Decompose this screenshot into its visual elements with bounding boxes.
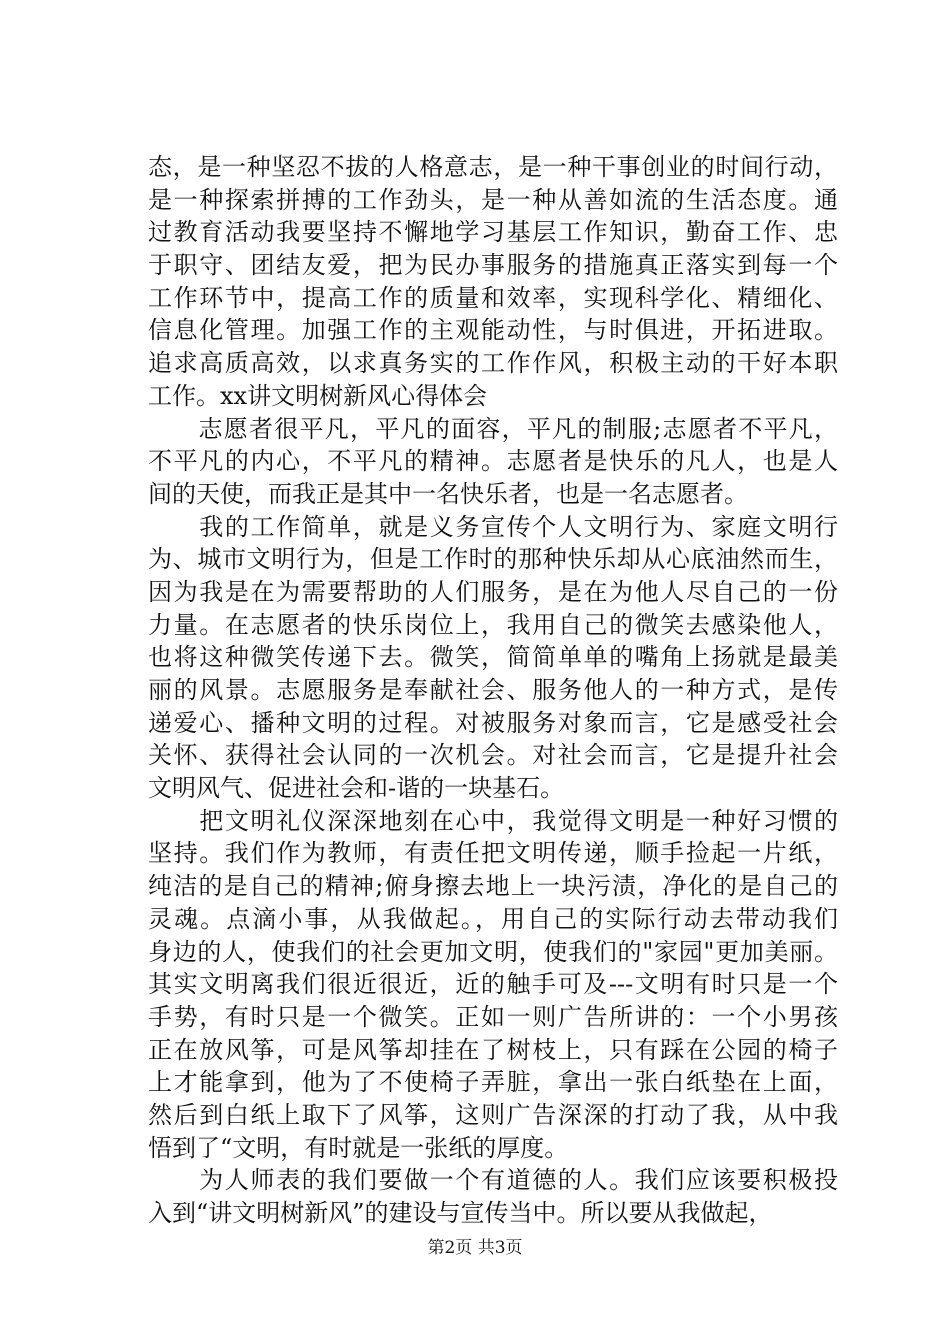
text-line: 文明风气、促进社会和-谐的一块基石。 — [148, 774, 565, 803]
text-line: 工作。xx讲文明树新风心得体会 — [148, 381, 488, 410]
text-line: 纯洁的是自己的精神;俯身擦去地上一块污渍，净化的是自己的 — [148, 872, 838, 901]
text-line: 也将这种微笑传递下去。微笑，简简单单的嘴角上扬就是最美 — [148, 643, 838, 672]
text-line: 悟到了“文明，有时就是一张纸的厚度。 — [148, 1133, 569, 1162]
paragraph — [148, 413, 838, 511]
text-line: 把文明礼仪深深地刻在心中，我觉得文明是一种好习惯的 — [148, 806, 838, 835]
text-line: 志愿者很平凡，平凡的面容，平凡的制服;志愿者不平凡， — [148, 414, 838, 443]
document-body — [148, 151, 838, 1230]
text-line: 信息化管理。加强工作的主观能动性，与时俱进，开拓进取。 — [148, 316, 838, 345]
text-line: 入到“讲文明树新风”的建设与宣传当中。所以要从我做起， — [148, 1199, 773, 1227]
text-line: 是一种探索拼搏的工作劲头，是一种从善如流的生活态度。通 — [148, 185, 838, 214]
text-line: 为、城市文明行为，但是工作时的那种快乐却从心底油然而生， — [148, 545, 838, 574]
text-line: 正在放风筝，可是风筝却挂在了树枝上，只有踩在公园的椅子 — [148, 1035, 838, 1064]
page-indicator: 第2页 共3页 — [427, 1238, 523, 1258]
text-line: 手势，有时只是一个微笑。正如一则广告所讲的：一个小男孩 — [148, 1002, 838, 1031]
text-line: 不平凡的内心，不平凡的精神。志愿者是快乐的凡人，也是人 — [148, 447, 838, 476]
text-line: 过教育活动我要坚持不懈地学习基层工作知识，勤奋工作、忠 — [148, 218, 838, 247]
text-line: 间的天使，而我正是其中一名快乐者，也是一名志愿者。 — [148, 479, 748, 508]
paragraph — [148, 1164, 838, 1229]
text-line: 丽的风景。志愿服务是奉献社会、服务他人的一种方式，是传 — [148, 676, 838, 704]
paragraph — [148, 805, 838, 1165]
text-line: 因为我是在为需要帮助的人们服务，是在为他人尽自己的一份 — [148, 577, 838, 606]
text-line: 灵魂。点滴小事，从我做起。，用自己的实际行动去带动我们 — [148, 904, 838, 933]
text-line: 力量。在志愿者的快乐岗位上，我用自己的微笑去感染他人， — [148, 610, 838, 639]
text-line: 工作环节中，提高工作的质量和效率，实现科学化、精细化、 — [148, 283, 838, 312]
text-line: 于职守、团结友爱，把为民办事服务的措施真正落实到每一个 — [148, 251, 838, 280]
text-line: 为人师表的我们要做一个有道德的人。我们应该要积极投 — [148, 1166, 838, 1195]
text-line: 递爱心、播种文明的过程。对被服务对象而言，它是感受社会 — [148, 708, 838, 737]
text-line: 追求高质高效，以求真务实的工作作风，积极主动的干好本职 — [148, 349, 838, 378]
text-line: 态，是一种坚忍不拔的人格意志，是一种干事创业的时间行动， — [148, 153, 838, 181]
paragraph — [148, 151, 838, 413]
page-footer — [0, 1238, 950, 1258]
text-line: 关怀、获得社会认同的一次机会。对社会而言，它是提升社会 — [148, 741, 838, 770]
text-line: 其实文明离我们很近很近，近的触手可及---文明有时只是一个 — [148, 970, 838, 999]
text-line: 上才能拿到，他为了不使椅子弄脏，拿出一张白纸垫在上面， — [148, 1068, 838, 1097]
paragraph — [148, 511, 838, 805]
text-line: 身边的人，使我们的社会更加文明，使我们的"家园"更加美丽。 — [148, 937, 838, 966]
text-line: 我的工作简单，就是义务宣传个人文明行为、家庭文明行 — [148, 512, 838, 541]
text-line: 然后到白纸上取下了风筝，这则广告深深的打动了我，从中我 — [148, 1100, 838, 1129]
text-line: 坚持。我们作为教师，有责任把文明传递，顺手捡起一片纸， — [148, 839, 838, 868]
